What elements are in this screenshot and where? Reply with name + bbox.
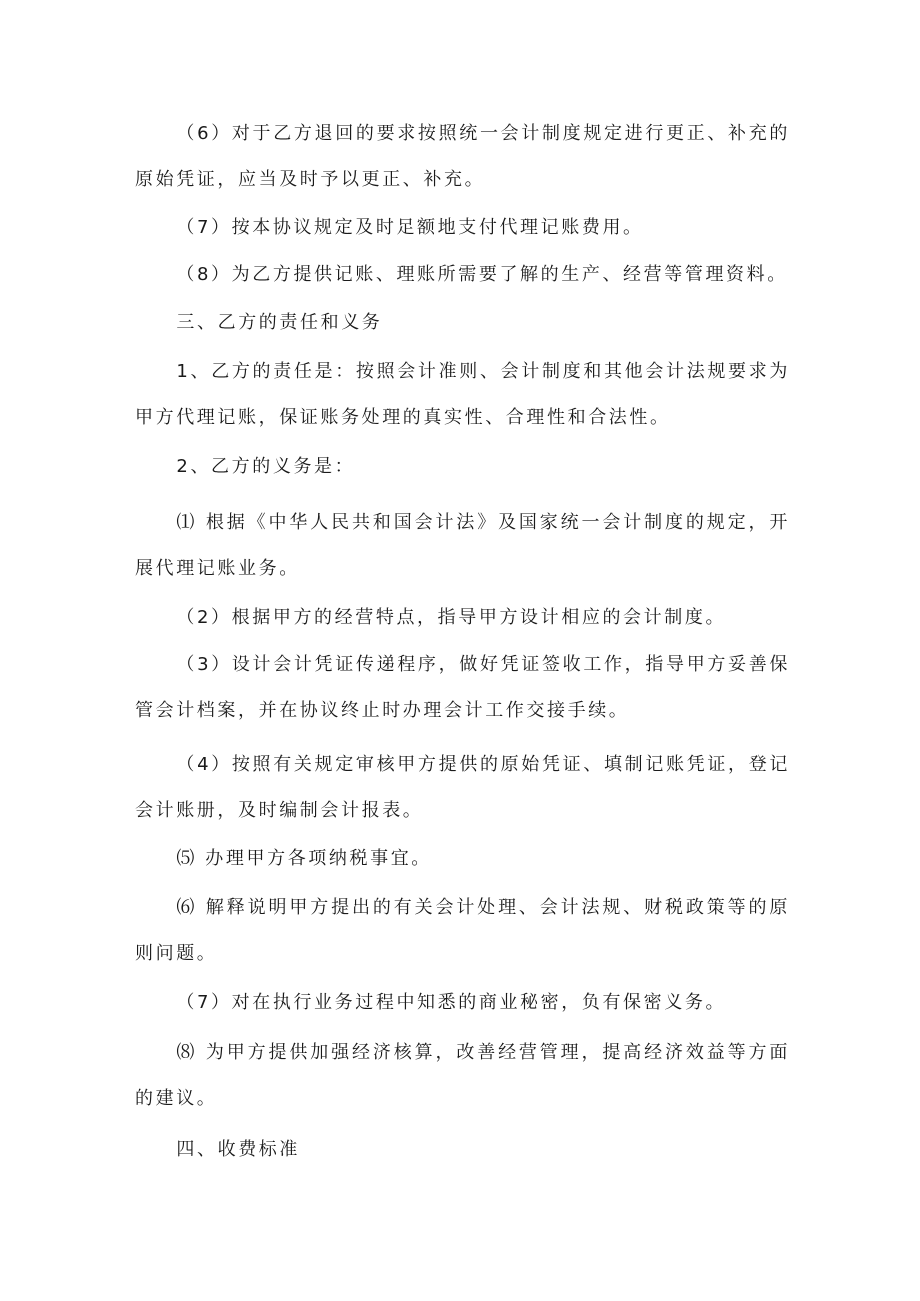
paragraph-item-7-party-a: （7）按本协议规定及时足额地支付代理记账费用。 <box>176 217 644 238</box>
paragraph-obligation-6: ⑹ 解释说明甲方提出的有关会计处理、会计法规、财税政策等的原则问题。 <box>135 897 790 964</box>
paragraph-item-6-party-a: （6）对于乙方退回的要求按照统一会计制度规定进行更正、补充的原始凭证，应当及时予以更正、补充。 <box>135 123 790 190</box>
paragraph-obligation-8: ⑻ 为甲方提供加强经济核算，改善经营管理，提高经济效益等方面的建议。 <box>135 1042 790 1109</box>
paragraph-item-8-party-a: （8）为乙方提供记账、理账所需要了解的生产、经营等管理资料。 <box>176 264 788 285</box>
paragraph-obligation-5: ⑸ 办理甲方各项纳税事宜。 <box>176 848 432 869</box>
section-heading-3: 三、乙方的责任和义务 <box>176 312 383 333</box>
paragraph-obligation-2: （2）根据甲方的经营特点，指导甲方设计相应的会计制度。 <box>176 607 727 628</box>
paragraph-party-b-responsibility: 1、乙方的责任是：按照会计准则、会计制度和其他会计法规要求为甲方代理记账，保证账务处理的真实性、合理性和合法性。 <box>135 361 790 428</box>
paragraph-obligation-4: （4）按照有关规定审核甲方提供的原始凭证、填制记账凭证，登记会计账册，及时编制会计报表。 <box>135 754 790 821</box>
paragraph-obligation-7: （7）对在执行业务过程中知悉的商业秘密，负有保密义务。 <box>176 992 727 1013</box>
paragraph-party-b-obligations: 2、乙方的义务是： <box>176 456 356 477</box>
section-heading-4: 四、收费标准 <box>176 1139 300 1160</box>
paragraph-obligation-1: ⑴ 根据《中华人民共和国会计法》及国家统一会计制度的规定，开展代理记账业务。 <box>135 512 790 579</box>
paragraph-obligation-3: （3）设计会计凭证传递程序，做好凭证签收工作，指导甲方妥善保管会计档案，并在协议终止时办理会计工作交接手续。 <box>135 654 790 721</box>
